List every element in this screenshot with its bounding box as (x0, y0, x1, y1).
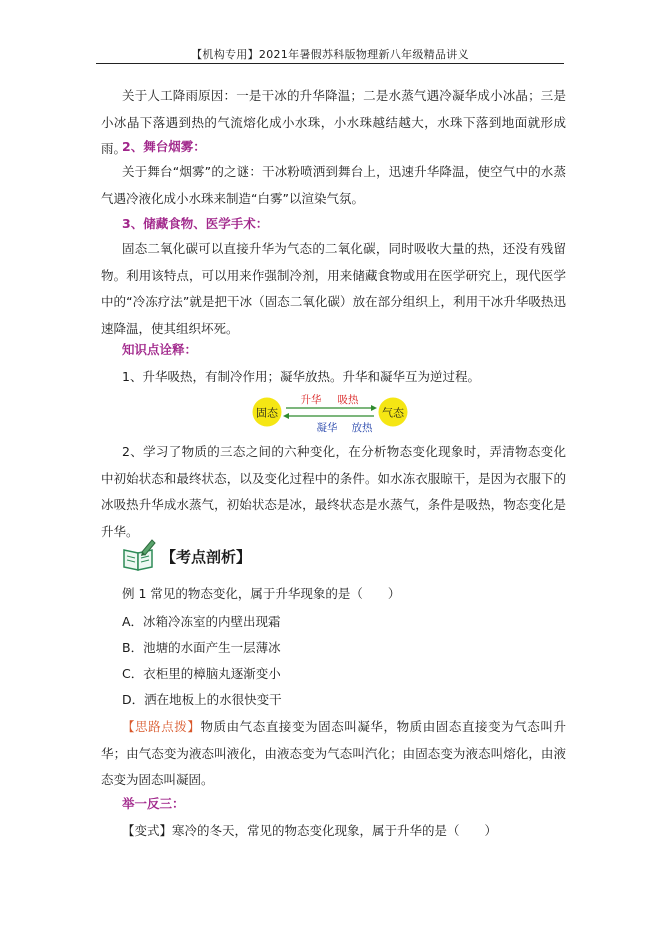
artificial-rain-paragraph: 关于人工降雨原因：一是干冰的升华降温；二是水蒸气遇冷凝华成小冰晶；三是小冰晶下落遇到热的气流熔化成小水珠，小水珠越结越大，水珠下落到地面就形成雨。 (101, 88, 566, 156)
absorb-heat-label: 吸热 (337, 394, 359, 406)
variant-text: 寒冷的冬天，常见的物态变化现象，属于升华的是（ ） (172, 823, 498, 838)
option-d: D．洒在地板上的水很快变干 (122, 692, 282, 707)
book-pen-icon (121, 538, 157, 574)
option-c: C．衣柜里的樟脑丸逐渐变小 (122, 666, 281, 681)
knowledge-heading: 知识点诠释： (122, 342, 198, 357)
point-2: 2、学习了物质的三态之间的六种变化，在分析物态变化现象时，弄清物态变化中初始状态和最终状态，以及变化过程中的条件。如水冻衣服晾干，是因为衣服下的冰吸热升华成水蒸气，初始状态是冰，最终状态是水蒸气，条件是吸热，物态变化是升华。 (101, 444, 566, 539)
point-1: 1、升华吸热，有制冷作用；凝华放热。升华和凝华互为逆过程。 (122, 369, 480, 384)
storage-paragraph: 固态二氧化碳可以直接升华为气态的二氧化碳，同时吸收大量的热，还没有残留物。利用该特点，可以用来作强制冷剂，用来储藏食物或用在医学研究上，现代医学中的“冷冻疗法”就是把干冰（固态二氧化碳）放在部分组织上，利用干冰升华吸热迅速降温，使其组织坏死。 (101, 241, 566, 336)
stage-smoke-paragraph: 关于舞台“烟雾”的之谜：干冰粉喷洒到舞台上，迅速升华降温，使空气中的水蒸气遇冷液化成小水珠来制造“白雾”以渲染气氛。 (101, 164, 566, 206)
stage-smoke-heading: 2、舞台烟雾： (122, 139, 206, 154)
practice-heading: 举一反三： (122, 796, 185, 811)
hint-paragraph (101, 714, 566, 794)
exam-analysis-heading (121, 536, 251, 576)
page-header: 【机构专用】2021年暑假苏科版物理新八年级精品讲义 (191, 48, 469, 61)
deposition-label: 凝华 (316, 422, 338, 434)
hint-tag: 【思路点拨】 (122, 719, 201, 734)
exam-analysis-title: 【考点剖析】 (161, 547, 252, 566)
option-b: B．池塘的水面产生一层薄冰 (122, 640, 281, 655)
storage-heading: 3、储藏食物、医学手术： (122, 216, 269, 231)
forward-arrowhead (371, 405, 377, 411)
example-1-question: 例 1 常见的物态变化，属于升华现象的是（ ） (122, 586, 401, 601)
release-heat-label: 放热 (351, 422, 373, 434)
sublimation-diagram (250, 392, 410, 436)
solid-label: 固态 (256, 406, 278, 420)
header-divider (96, 63, 564, 64)
gas-label: 气态 (382, 406, 404, 420)
hint-text: 物质由气态直接变为固态叫凝华，物质由固态直接变为气态叫升华；由气态变为液态叫液化，由液态变为气态叫汽化；由固态变为液态叫熔化，由液态变为固态叫凝固。 (101, 719, 566, 787)
sublimation-label: 升华 (300, 394, 322, 406)
backward-arrowhead (283, 413, 289, 419)
variant-tag: 【变式】 (122, 823, 173, 838)
variant-question (122, 821, 497, 841)
option-a: A．冰箱冷冻室的内壁出现霜 (122, 614, 281, 629)
